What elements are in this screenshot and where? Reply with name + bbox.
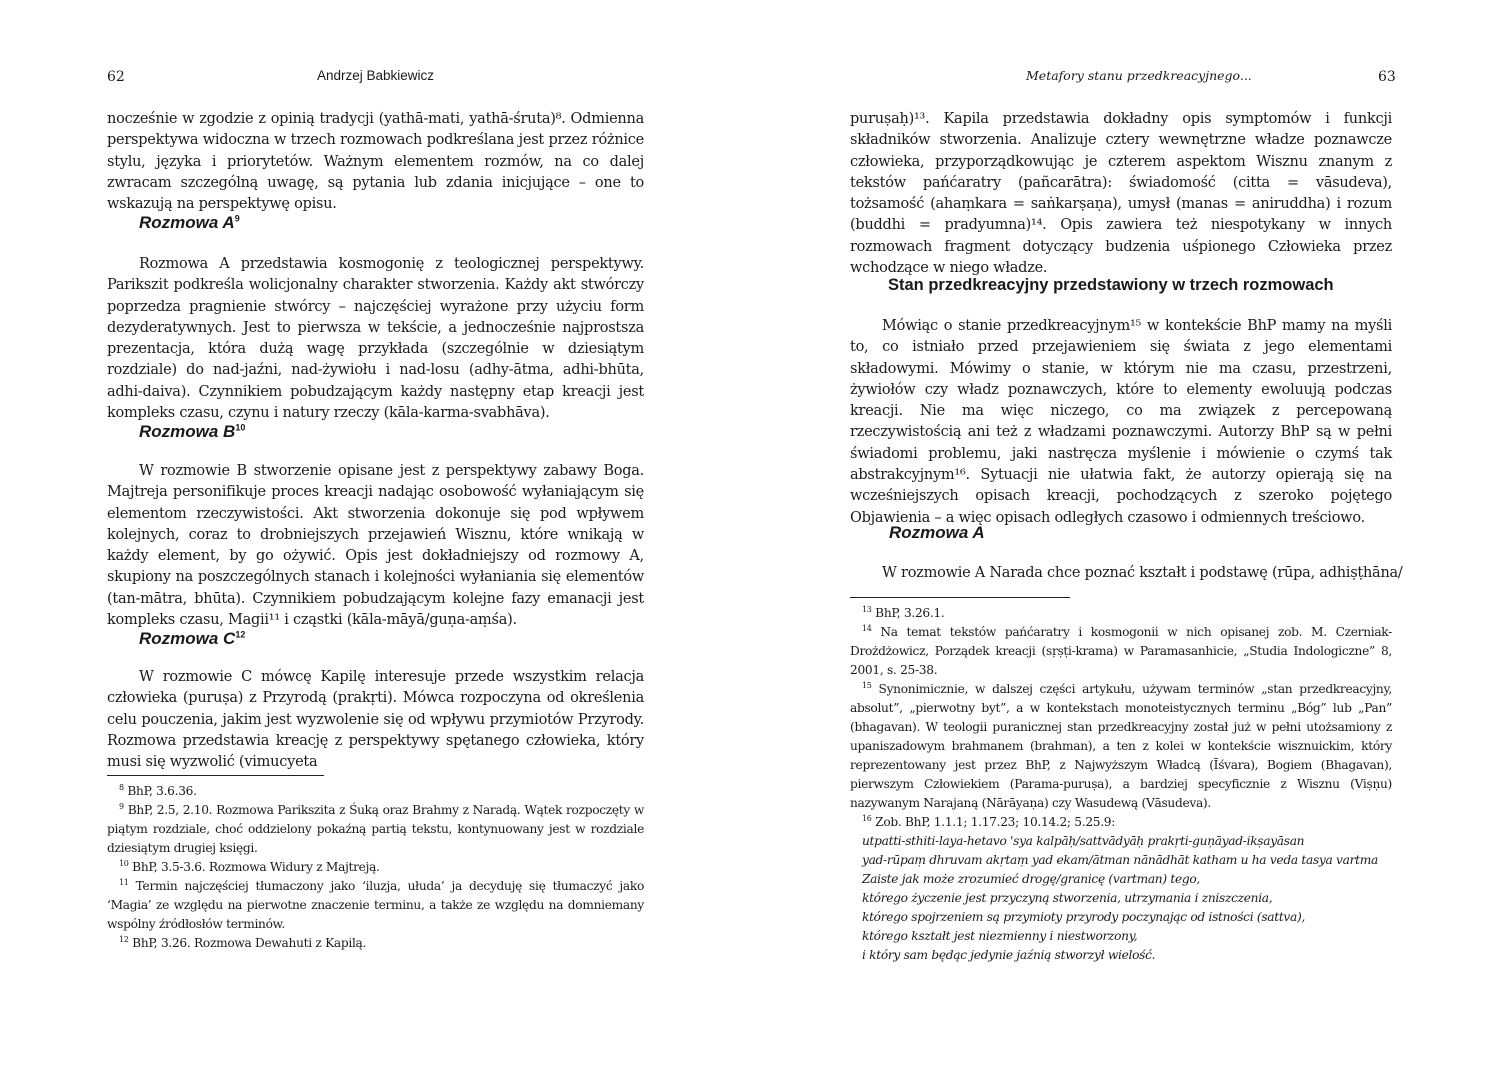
footnotes-right (850, 604, 1392, 965)
footnote (107, 858, 644, 877)
right-page (750, 0, 1500, 1066)
page-number: 63 (1378, 69, 1396, 85)
section-heading-a (139, 213, 240, 233)
footnote (107, 801, 644, 858)
footnote-mark: 14 (862, 623, 872, 633)
footnote (850, 623, 1392, 680)
intro-paragraph: puruṣaḥ)¹³. Kapila przedstawia dokładny opis symptomów i funkcji składników stworzenia. Analizuje cztery wewnętrzne władze poznawcze człowieka, przyporządkowując je czterem aspektom Wisznu znanym z tekstów pańćaratry (pañcarātra): świadomość (citta = vāsudeva), tożsamość (ahaṃkara = saṅkarṣaṇa), umysł (manas = aniruddha) i rozum (buddhi = pradyumna)¹⁴. Opis zawiera też niespotykany w innych rozmowach fragment dotyczący budzenia uśpionego Człowieka przez wchodzące w niego władze. (850, 111, 1392, 277)
verse-line: i który sam będąc jedynie jaźnią stworzył wielość. (862, 948, 1156, 962)
section-heading-b-text: Rozmowa B (139, 422, 236, 441)
section-heading-a-text: Rozmowa A (139, 213, 235, 232)
footnote-rule (107, 775, 324, 776)
footnote-text: BhP, 3.26.1. (875, 606, 945, 620)
footnote-text: Na temat tekstów pańćaratry i kosmogonii w nich opisanej zob. M. Czerniak-Drożdżowicz, Porządek kreacji (sṛṣṭi-krama) w Paramasanhicie, „Studia Indologiczne” 8, 2001, s. 25-38. (850, 625, 1392, 677)
footnote-text: BhP, 3.6.36. (127, 784, 197, 798)
footnote (850, 680, 1392, 813)
section-b-paragraph: W rozmowie B stworzenie opisane jest z perspektywy zabawy Boga. Majtreja personifikuje proces kreacji nadając osobowość wyłaniającym się elementom rzeczywistości. Akt stworzenia dokonuje się pod wpływem kolejnych, coraz to drobniejszych przejawień Wisznu, które wnikają w każdy element, by go ożywić. Opis jest dokładniejszy od rozmowy A, skupiony na poszczególnych stanach i kolejności wyłaniania się elementów (tan-mātra, bhūta). Czynnikiem pobudzającym kolejne fazy emanacji jest kompleks czasu, Magii¹¹ i cząstki (kāla-māyā/guṇa-aṃśa). (107, 463, 644, 629)
verse-line: utpatti-sthiti-laya-hetavo 'sya kalpāḥ/sattvādyāḥ prakṛti-guṇāyad-ikṣayāsan (862, 834, 1305, 848)
footnote (107, 782, 644, 801)
footnote-text: Termin najczęściej tłumaczony jako ‘iluzja, ułuda’ ja decyduję się tłumaczyć jako ‘Magia’ ze względu na pierwotne znaczenie terminu, a także ze względu na domniemany wspólny źródłosłów terminów. (107, 879, 644, 931)
last-paragraph: W rozmowie A Narada chce poznać kształt i podstawę (rūpa, adhiṣṭhāna/ (882, 565, 1403, 581)
verse-block (850, 832, 1392, 965)
footnote-ref-9: 9 (234, 213, 240, 224)
footnote (850, 813, 1392, 832)
subsection-heading: Rozmowa A (889, 523, 985, 542)
section-a-paragraph: Rozmowa A przedstawia kosmogonię z teologicznej perspektywy. Parikszit podkreśla wolicjonalny charakter stworzenia. Każdy akt stwórczy poprzedza pragnienie stwórcy – najczęściej wyrażone przy użyciu form dezyderatywnych. Jest to pierwsza w tekście, a jednocześnie najprostsza prezentacja, która dużą wagę przykłada (szczególnie w dziesiątym rozdziale) do nad-jaźni, nad-żywiołu i nad-losu (adhy-ātma, adhi-bhūta, adhi-daiva). Czynnikiem pobudzającym każdy następny etap kreacji jest kompleks czasu, czynu i natury rzeczy (kāla-karma-svabhāva). (107, 256, 644, 422)
running-head-title: Metafory stanu przedkreacyjnego... (1026, 68, 1252, 83)
footnote (107, 934, 644, 953)
intro-paragraph: nocześnie w zgodzie z opinią tradycji (yathā-mati, yathā-śruta)⁸. Odmienna perspektywa widoczna w trzech rozmowach podkreślana jest przez różnice stylu, języka i priorytetów. Ważnym elementem rozmów, na co dalej zwracam szczególną uwagę, są pytania lub zdania inicjujące – one to wskazują na perspektywę opisu. (107, 111, 644, 213)
section-heading-c (139, 629, 245, 649)
verse-line: którego spojrzeniem są przymioty przyrody poczynając od istności (sattva), (862, 910, 1306, 924)
section-heading-c-text: Rozmowa C (139, 629, 236, 648)
footnote (850, 604, 1392, 623)
footnote-mark: 10 (119, 858, 129, 868)
footnote-mark: 9 (119, 801, 124, 811)
page-number: 62 (107, 69, 125, 85)
footnote-mark: 11 (119, 877, 129, 887)
footnote-rule (850, 597, 1070, 598)
section-heading-b (139, 422, 245, 442)
footnote-mark: 15 (862, 680, 872, 690)
running-head-author: Andrzej Babkiewicz (317, 68, 435, 83)
footnote-text: BhP, 2.5, 2.10. Rozmowa Parikszita z Śuką oraz Brahmy z Naradą. Wątek rozpoczęty w piątym rozdziale, choć oddzielony pokaźną partią tekstu, kontynuowany jest w rozdziale dziesiątym drugiej księgi. (107, 803, 644, 855)
footnote-mark: 12 (119, 934, 129, 944)
footnote-ref-10: 10 (235, 422, 246, 433)
main-paragraph: Mówiąc o stanie przedkreacyjnym¹⁵ w kontekście BhP mamy na myśli to, co istniało przed przejawieniem się świata z jego elementami składowymi. Mówimy o stanie, w którym nie ma czasu, przestrzeni, żywiołów czy władz poznawczych, które to elementy ewoluują podczas kreacji. Nie ma więc niczego, co ma związek z percepowaną rzeczywistością ani też z władzami poznawczymi. Autorzy BhP są w pełni świadomi problemu, jaki nastręcza myślenie i mówienie o czymś tak abstrakcyjnym¹⁶. Sytuacji nie ułatwia fakt, że autorzy opierają się na wcześniejszych opisach kreacji, pochodzących z szeroko pojętego Objawienia – a więc opisach odległych czasowo i odmiennych treściowo. (850, 318, 1392, 526)
verse-line: yad-rūpaṃ dhruvam akṛtaṃ yad ekam/ātman nānādhāt katham u ha veda tasya vartma (862, 853, 1378, 867)
footnote-mark: 16 (862, 813, 872, 823)
verse-line: którego życzenie jest przyczyną stworzenia, utrzymania i zniszczenia, (862, 891, 1273, 905)
section-c-paragraph: W rozmowie C mówcę Kapilę interesuje przede wszystkim relacja człowieka (puruṣa) z Przyrodą (prakṛti). Mówca rozpoczyna od określenia celu pouczenia, jakim jest wyzwolenie się od wpływu przymiotów Przyrody. Rozmowa przedstawia kreację z perspektywy spętanego człowieka, który musi się wyzwolić (vimucyeta (107, 669, 644, 771)
footnote-ref-12: 12 (235, 629, 246, 640)
footnote-text: BhP, 3.5-3.6. Rozmowa Widury z Majtreją. (132, 860, 380, 874)
footnote-text: Zob. BhP, 1.1.1; 1.17.23; 10.14.2; 5.25.9: (875, 815, 1116, 829)
verse-line: którego kształt jest niezmienny i niestworzony, (862, 929, 1138, 943)
footnotes-left (107, 782, 644, 953)
verse-line: Zaiste jak może zrozumieć drogę/granicę (vartman) tego, (862, 872, 1200, 886)
footnote-mark: 8 (119, 782, 124, 792)
footnote-mark: 13 (862, 604, 872, 614)
main-section-heading: Stan przedkreacyjny przedstawiony w trzech rozmowach (888, 276, 1334, 294)
footnote-text: Synonimicznie, w dalszej części artykułu, używam terminów „stan przedkreacyjny, absolut”, „pierwotny byt”, a w kontekstach monoteistycznych terminu „Bóg” lub „Pan” (bhagavan). W teologii puranicznej stan przedkreacyjny został już w pełni utożsamiony z upaniszadowym brahmanem (brahman), a ten z kolei w kontekście wisznuickim, który reprezentowany jest przez BhP, z Najwyższym Władcą (Īśvara), Bogiem (Bhagavan), pierwszym Człowiekiem (Parama-puruṣa), a bardziej specyficznie z Wisznu (Viṣṇu) nazywanym Narajaną (Nārāyaṇa) czy Wasudewą (Vāsudeva). (850, 682, 1393, 810)
footnote (107, 877, 644, 934)
footnote-text: BhP, 3.26. Rozmowa Dewahuti z Kapilą. (132, 936, 367, 950)
